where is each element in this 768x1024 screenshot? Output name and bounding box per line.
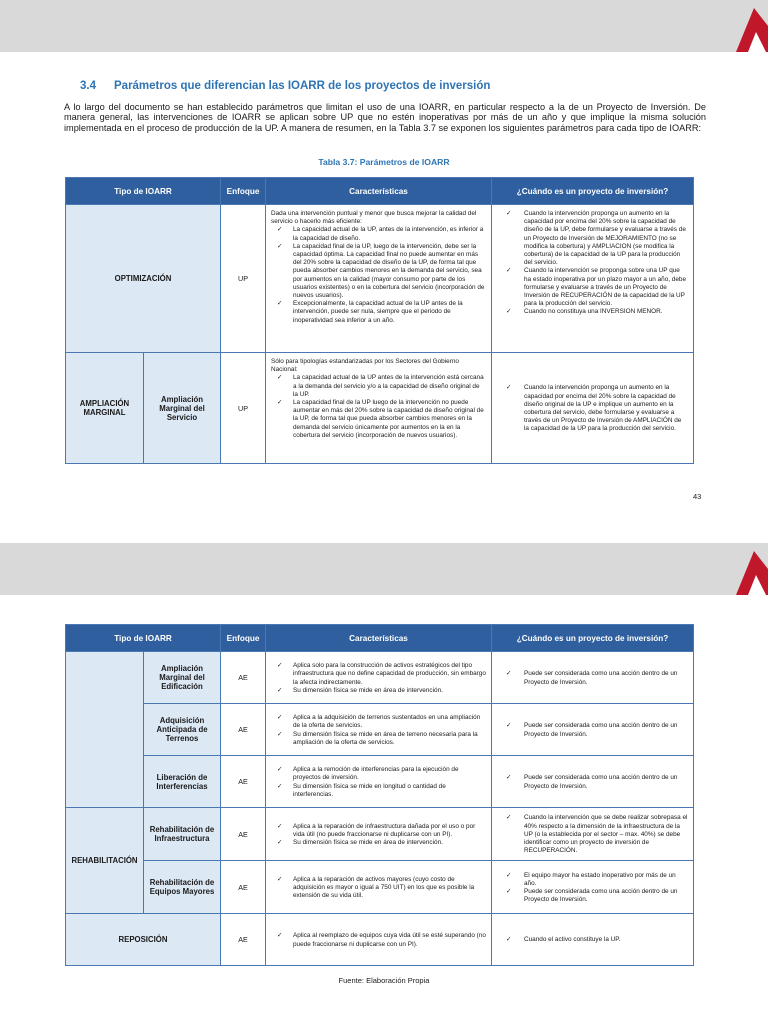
- row-group-rehabilitacion: REHABILITACIÓN: [66, 808, 144, 914]
- row-name-ampliacion-servicio: Ampliación Marginal del Servicio: [144, 353, 221, 464]
- row-enfoque: AE: [221, 756, 266, 808]
- check-item: ✓ Aplica al reemplazo de equipos cuya vida útil se esté superando (no puede fraccionarse ni duplicarse con un PI).: [271, 932, 486, 948]
- header-cuando: ¿Cuándo es un proyecto de inversión?: [492, 178, 694, 205]
- header-caracteristicas: Características: [266, 178, 492, 205]
- ioarr-table-part2: [65, 624, 694, 966]
- when-cell: [492, 808, 694, 861]
- when-cell: [492, 756, 694, 808]
- check-item: ✓ Aplica a la remoción de interferencias para la ejecución de proyectos de inversión.: [271, 766, 486, 782]
- row-group-ampliacion: AMPLIACIÓN MARGINAL: [66, 353, 144, 464]
- page-header-band: [0, 543, 768, 595]
- row-name-equipos: Rehabilitación de Equipos Mayores: [144, 861, 221, 914]
- page-header-band: [0, 0, 768, 52]
- check-item: ✓ Su dimensión física se mide en área de intervención.: [271, 687, 486, 695]
- header-enfoque: Enfoque: [221, 178, 266, 205]
- characteristics-cell: [266, 205, 492, 353]
- characteristics-cell: [266, 808, 492, 861]
- table-row: [66, 353, 694, 464]
- check-item: ✓ Aplica a la reparación de infraestructura dañada por el uso o por vida útil (no puede fraccionarse ni duplicarse con un PI).: [271, 823, 486, 839]
- check-item: ✓ Cuando la intervención que se debe realizar sobrepasa el 40% respecto a la dimensión de la infraestructura de la UP (o la establecida por el sector – max. 40%) se debe identificar como un proyecto de inversión de RECUPERACIÓN.: [497, 814, 688, 855]
- row-enfoque: AE: [221, 652, 266, 704]
- characteristics-intro: Sólo para tipologías estandarizadas por los Sectores del Gobierno Nacional:: [271, 358, 459, 374]
- intro-paragraph: A lo largo del documento se han establecido parámetros que limitan el uso de una IOARR, en particular respecto a la de un Proyecto de Inversión. De manera general, las intervenciones de IOARR se aplican sobre UP que no estén inoperativas por más de un año y que implique la misma solución implementada en el proceso de producción de la UP. A manera de resumen, en la Tabla 3.7 se exponen los siguientes parámetros para cada tipo de IOARR:: [64, 102, 706, 133]
- section-number: 3.4: [80, 80, 96, 92]
- when-cell: [492, 353, 694, 464]
- check-item: ✓ Cuando el activo constituye la UP.: [497, 936, 688, 944]
- characteristics-cell: [266, 756, 492, 808]
- ioarr-table-part1: [65, 177, 694, 464]
- row-enfoque: AE: [221, 914, 266, 966]
- header-tipo: Tipo de IOARR: [66, 178, 221, 205]
- characteristics-cell: [266, 353, 492, 464]
- row-enfoque: AE: [221, 861, 266, 914]
- row-group-blank: [66, 652, 144, 808]
- row-enfoque: AE: [221, 704, 266, 756]
- check-item: ✓ La capacidad actual de la UP, antes de la intervención, es inferior a la capacidad de diseño.: [271, 226, 486, 242]
- row-name-optimizacion: OPTIMIZACIÓN: [66, 205, 221, 353]
- check-item: ✓ El equipo mayor ha estado inoperativo por más de un año.: [497, 872, 688, 888]
- check-item: ✓ La capacidad final de la UP luego de la intervención no puede aumentar en más del 20% sobre la capacidad de diseño original de la UP, de forma tal que pueda absorber cambios menores en la demanda del servicio únicamente por aumentos en la en la cobertura del servicio (incorporación de nuevos usuarios).: [271, 399, 486, 440]
- logo-icon: [728, 0, 768, 52]
- table-row: [66, 808, 694, 861]
- check-item: ✓ Puede ser considerada como una acción dentro de un Proyecto de Inversión.: [497, 722, 688, 738]
- check-item: ✓ La capacidad actual de la UP antes de la intervención está cercana a la demanda del servicio y/o a la capacidad de diseño original de la UP.: [271, 374, 486, 399]
- row-name-edificacion: Ampliación Marginal del Edificación: [144, 652, 221, 704]
- check-item: ✓ Excepcionalmente, la capacidad actual de la UP antes de la intervención, puede ser nula, siempre que el periodo de inoperatividad sea inferior a un año.: [271, 300, 486, 325]
- check-item: ✓ Cuando la intervención proponga un aumento en la capacidad por encima del 20% sobre la capacidad de diseño original de la UP e implique un aumento en la cobertura del servicio, debe formularse y evaluarse a través de un Proyecto de Inversión de AMPLIACIÓN de la capacidad de la UP para la producción del servicio.: [497, 384, 688, 433]
- check-item: ✓ Su dimensión física se mide en área de intervención.: [271, 839, 486, 847]
- row-name-reposicion: REPOSICIÓN: [66, 914, 221, 966]
- table-row: [66, 205, 694, 353]
- characteristics-cell: [266, 704, 492, 756]
- row-enfoque: UP: [221, 205, 266, 353]
- characteristics-cell: [266, 652, 492, 704]
- table-row: [66, 914, 694, 966]
- row-name-terrenos: Adquisición Anticipada de Terrenos: [144, 704, 221, 756]
- row-enfoque: AE: [221, 808, 266, 861]
- page-number: 43: [693, 492, 702, 501]
- header-cuando: ¿Cuándo es un proyecto de inversión?: [492, 625, 694, 652]
- check-item: ✓ Puede ser considerada como una acción dentro de un Proyecto de Inversión.: [497, 774, 688, 790]
- when-cell: [492, 914, 694, 966]
- table-row: [66, 704, 694, 756]
- when-cell: [492, 861, 694, 914]
- row-name-infraestructura: Rehabilitación de Infraestructura: [144, 808, 221, 861]
- check-item: ✓ La capacidad final de la UP, luego de la intervención, debe ser la capacidad óptima. La capacidad final no puede aumentar en más del 20% sobre la capacidad de diseño de la UP, de forma tal que pueda absorber cambios menores en la demanda del servicio, sea por aumentos en la calidad (mayor consumo por parte de los usuarios existentes) o en la cobertura del servicio (incorporación de nuevos usuarios).: [271, 243, 486, 300]
- check-item: ✓ Aplica a la adquisición de terrenos sustentados en una ampliación de la oferta de servicios.: [271, 714, 486, 730]
- check-item: ✓ Cuando no constituya una INVERSION MENOR.: [497, 308, 688, 316]
- section-heading: [80, 80, 490, 92]
- row-enfoque: UP: [221, 353, 266, 464]
- characteristics-intro: Dada una intervención puntual y menor que busca mejorar la calidad del servicio o hacerlo más eficiente:: [271, 210, 477, 226]
- check-item: ✓ Puede ser considerada como una acción dentro de un Proyecto de Inversión.: [497, 888, 688, 904]
- table-row: [66, 652, 694, 704]
- when-cell: [492, 704, 694, 756]
- check-item: ✓ Aplica solo para la construcción de activos estratégicos del tipo infraestructura que no define capacidad de producción, sin embargo la afecta indirectamente.: [271, 662, 486, 687]
- characteristics-cell: [266, 914, 492, 966]
- check-item: ✓ Su dimensión física se mide en área de terreno necesaria para la ampliación de la oferta de servicios.: [271, 731, 486, 747]
- check-item: ✓ Su dimensión física se mide en longitud o cantidad de interferencias.: [271, 783, 486, 799]
- row-name-liberacion: Liberación de Interferencias: [144, 756, 221, 808]
- check-item: ✓ Puede ser considerada como una acción dentro de un Proyecto de Inversión.: [497, 670, 688, 686]
- table-row: [66, 756, 694, 808]
- when-cell: [492, 652, 694, 704]
- section-title: Parámetros que diferencian las IOARR de los proyectos de inversión: [114, 80, 491, 92]
- header-tipo: Tipo de IOARR: [66, 625, 221, 652]
- check-item: ✓ Aplica a la reparación de activos mayores (cuyo costo de adquisición es mayor o igual a 750 UIT) en los que es posible la extensión de su vida útil.: [271, 876, 486, 901]
- logo-icon: [728, 543, 768, 595]
- when-cell: [492, 205, 694, 353]
- table-source: Fuente: Elaboración Propia: [338, 976, 430, 985]
- table-caption: Tabla 3.7: Parámetros de IOARR: [318, 157, 450, 167]
- header-enfoque: Enfoque: [221, 625, 266, 652]
- check-item: ✓ Cuando la intervención se proponga sobre una UP que ha estado inoperativa por un plazo mayor a un año, debe formularse y evaluarse a través de un Proyecto de Inversión de RECUPERACIÓN de la capacidad de la UP para la producción del servicio.: [497, 267, 688, 308]
- table-row: [66, 861, 694, 914]
- header-caracteristicas: Características: [266, 625, 492, 652]
- characteristics-cell: [266, 861, 492, 914]
- check-item: ✓ Cuando la intervención proponga un aumento en la capacidad por encima del 20% sobre la capacidad de diseño de la UP, debe formularse y evaluarse a través de un Proyecto de Inversión de MEJORAMIENTO (no se modifica la cobertura) y AMPLIACION (se modifica la cobertura) de la capacidad de la UP para la producción del servicio.: [497, 210, 688, 267]
